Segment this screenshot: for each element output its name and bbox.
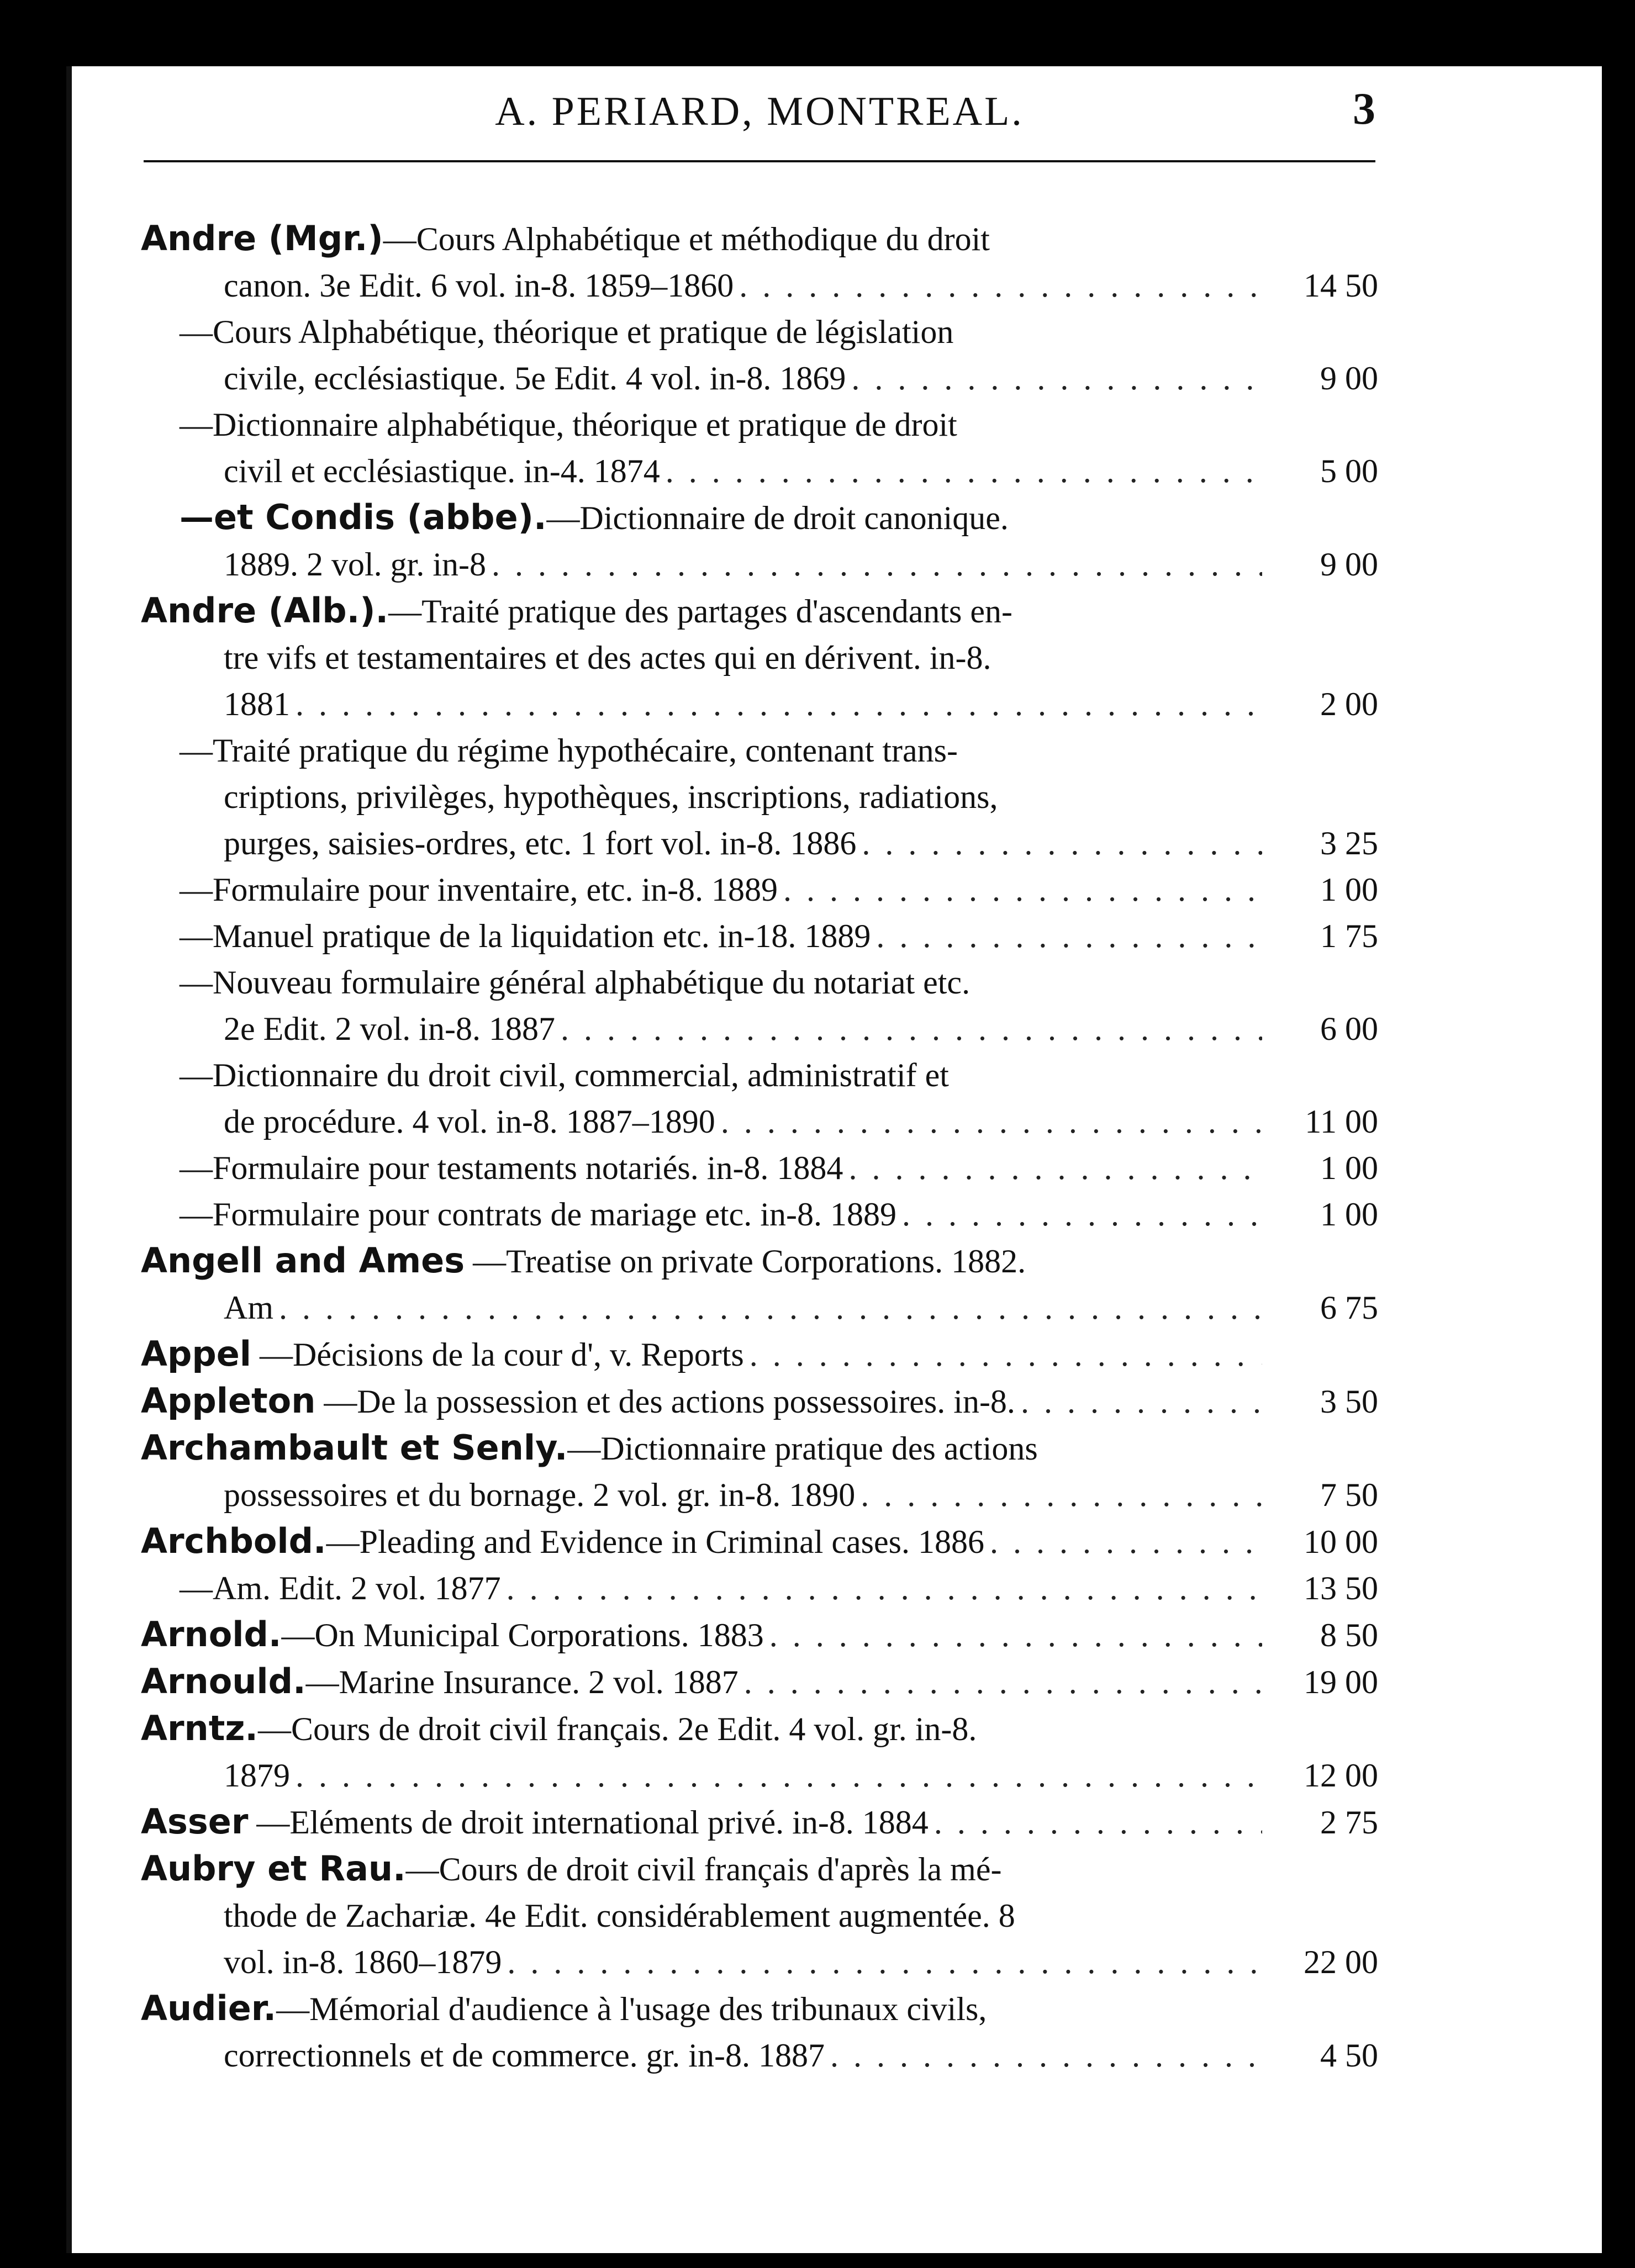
catalog-subentry [141,309,1378,401]
entry-price: 19 00 [1304,1664,1378,1700]
entry-author: Aubry et Rau. [141,1848,406,1889]
entry-description: —Cours de droit civil français. 2e Edit. 4 vol. gr. in-8. [257,1711,977,1747]
catalog-entry [141,1238,1378,1331]
entry-description: purges, saisies-ordres, etc. 1 fort vol. in-8. 1886 [224,825,857,861]
entry-price: 9 00 [1320,360,1378,396]
catalog-entry [141,1518,1378,1565]
entry-price: 7 50 [1320,1477,1378,1513]
entry-description: —Treatise on private Corporations. 1882. [465,1243,1026,1280]
entry-description: —Traité pratique des partages d'ascendants en- [388,593,1013,630]
entry-price: 10 00 [1304,1524,1378,1560]
catalog-subentry [141,1145,1378,1191]
page-number: 3 [1353,83,1375,134]
catalog-entry [141,1799,1378,1846]
leader-dots [492,541,1262,588]
catalog-subentry [141,1191,1378,1238]
entry-price: 8 50 [1320,1617,1378,1653]
leader-dots [296,1752,1262,1799]
leader-dots [750,1331,1262,1378]
entry-author: Arnould. [141,1661,306,1701]
entry-price: 2 75 [1320,1804,1378,1841]
entry-price: 4 50 [1320,2037,1378,2074]
entry-price: 11 00 [1305,1103,1378,1140]
catalog-subentry [141,1565,1378,1611]
leader-dots [1021,1378,1262,1425]
entry-description: —Dictionnaire pratique des actions [567,1430,1038,1467]
leader-dots [769,1612,1262,1658]
entry-description: —Pleading and Evidence in Criminal cases. 1886 [326,1524,985,1560]
entry-description: —Marine Insurance. 2 vol. 1887 [305,1664,739,1700]
entry-price: 1 75 [1320,918,1378,954]
entry-description: —Traité pratique du régime hypothécaire, contenant trans- [180,732,958,769]
entry-price: 22 00 [1304,1944,1378,1980]
catalog-list [141,215,1378,2079]
entry-author: Appleton [141,1381,316,1421]
entry-price: 1 00 [1320,1196,1378,1233]
page-header [144,72,1375,166]
entry-description: —Cours de droit civil français d'après la mé- [405,1851,1002,1888]
entry-description: Am [224,1289,273,1326]
catalog-subentry [141,959,1378,1052]
entry-description: —De la possession et des actions possessoires. in-8. [315,1383,1015,1420]
catalog-subentry [141,494,1378,588]
entry-price: 3 50 [1320,1383,1378,1420]
entry-description: —Dictionnaire du droit civil, commercial, administratif et [180,1057,949,1093]
leader-dots [296,681,1262,727]
leader-dots [830,2032,1262,2079]
entry-price: 6 75 [1320,1289,1378,1326]
entry-price: 5 00 [1320,453,1378,489]
entry-author: Arntz. [141,1708,258,1748]
entry-price: 1 00 [1320,1150,1378,1186]
header-rule [144,160,1375,162]
entry-description: —Manuel pratique de la liquidation etc. in-18. 1889 [180,918,871,954]
catalog-entry [141,1425,1378,1518]
entry-author: Appel [141,1334,252,1374]
leader-dots [902,1191,1262,1238]
entry-author: Angell and Ames [141,1240,465,1281]
entry-description: tre vifs et testamentaires et des actes qui en dérivent. in-8. [224,639,991,676]
leader-dots [666,448,1262,494]
page-title: A. PERIARD, MONTREAL. [495,89,1024,134]
leader-dots [561,1006,1262,1052]
entry-price: 2 00 [1320,686,1378,722]
entry-price: 3 25 [1320,825,1378,861]
catalog-entry [141,1846,1378,1985]
entry-price: 13 50 [1304,1570,1378,1606]
entry-description: 1889. 2 vol. gr. in-8 [224,546,486,583]
catalog-subentry [141,1052,1378,1145]
entry-author: Andre (Mgr.) [141,218,383,258]
leader-dots [861,1472,1262,1518]
entry-description: civil et ecclésiastique. in-4. 1874 [224,453,660,489]
entry-description: correctionnels et de commerce. gr. in-8. 1887 [224,2037,825,2074]
entry-description: —Décisions de la cour d', v. Reports [251,1336,744,1373]
entry-author: Asser [141,1801,249,1842]
catalog-subentry [141,913,1378,959]
entry-author: —et Condis (abbe). [180,497,547,537]
leader-dots [507,1565,1262,1611]
catalog-entry [141,1705,1378,1799]
leader-dots [279,1284,1262,1331]
entry-description: —Formulaire pour testaments notariés. in-8. 1884 [180,1150,843,1186]
leader-dots [744,1659,1262,1705]
entry-author: Audier. [141,1988,277,2028]
entry-description: 2e Edit. 2 vol. in-8. 1887 [224,1011,555,1047]
catalog-subentry [141,401,1378,494]
entry-description: possessoires et du bornage. 2 vol. gr. in-8. 1890 [224,1477,856,1513]
leader-dots [862,820,1262,866]
entry-description: thode de Zachariæ. 4e Edit. considérablement augmentée. 8 [224,1897,1015,1934]
leader-dots [934,1799,1262,1846]
catalog-subentry [141,727,1378,866]
leader-dots [721,1098,1262,1145]
entry-price: 6 00 [1320,1011,1378,1047]
entry-description: civile, ecclésiastique. 5e Edit. 4 vol. in-8. 1869 [224,360,846,396]
catalog-subentry [141,866,1378,913]
catalog-entry [141,588,1378,727]
entry-description: 1881 [224,686,290,722]
catalog-entry [141,1985,1378,2079]
leader-dots [739,262,1262,309]
entry-description: 1879 [224,1757,290,1794]
entry-description: —Am. Edit. 2 vol. 1877 [180,1570,501,1606]
entry-description: —Formulaire pour contrats de mariage etc. in-8. 1889 [180,1196,896,1233]
entry-description: —On Municipal Corporations. 1883 [281,1617,764,1653]
entry-description: —Dictionnaire alphabétique, théorique et pratique de droit [180,406,957,443]
entry-price: 9 00 [1320,546,1378,583]
entry-description: —Dictionnaire de droit canonique. [546,500,1009,536]
entry-author: Archambault et Senly. [141,1428,568,1468]
entry-description: vol. in-8. 1860–1879 [224,1944,502,1980]
entry-description: —Formulaire pour inventaire, etc. in-8. 1889 [180,871,778,908]
catalog-entry [141,1378,1378,1425]
leader-dots [848,1145,1262,1191]
entry-description: —Cours Alphabétique et méthodique du droit [383,221,990,257]
leader-dots [851,355,1262,401]
leader-dots [876,913,1262,959]
catalog-entry [141,1611,1378,1658]
entry-author: Archbold. [141,1521,326,1561]
entry-price: 14 50 [1304,267,1378,304]
entry-author: Arnold. [141,1614,282,1654]
entry-price: 1 00 [1320,871,1378,908]
leader-dots [783,866,1262,913]
entry-description: —Eléments de droit international privé. in-8. 1884 [248,1804,929,1841]
entry-description: —Mémorial d'audience à l'usage des tribunaux civils, [276,1991,987,2027]
entry-description: canon. 3e Edit. 6 vol. in-8. 1859–1860 [224,267,734,304]
catalog-entry [141,1331,1378,1378]
catalog-entry [141,1658,1378,1705]
entry-description: criptions, privilèges, hypothèques, inscriptions, radiations, [224,779,998,815]
entry-description: de procédure. 4 vol. in-8. 1887–1890 [224,1103,715,1140]
entry-author: Andre (Alb.). [141,590,389,631]
leader-dots [507,1939,1262,1985]
entry-description: —Nouveau formulaire général alphabétique du notariat etc. [180,964,971,1001]
catalog-entry [141,215,1378,309]
entry-price: 12 00 [1304,1757,1378,1794]
leader-dots [990,1519,1262,1565]
entry-description: —Cours Alphabétique, théorique et pratique de législation [180,314,954,350]
